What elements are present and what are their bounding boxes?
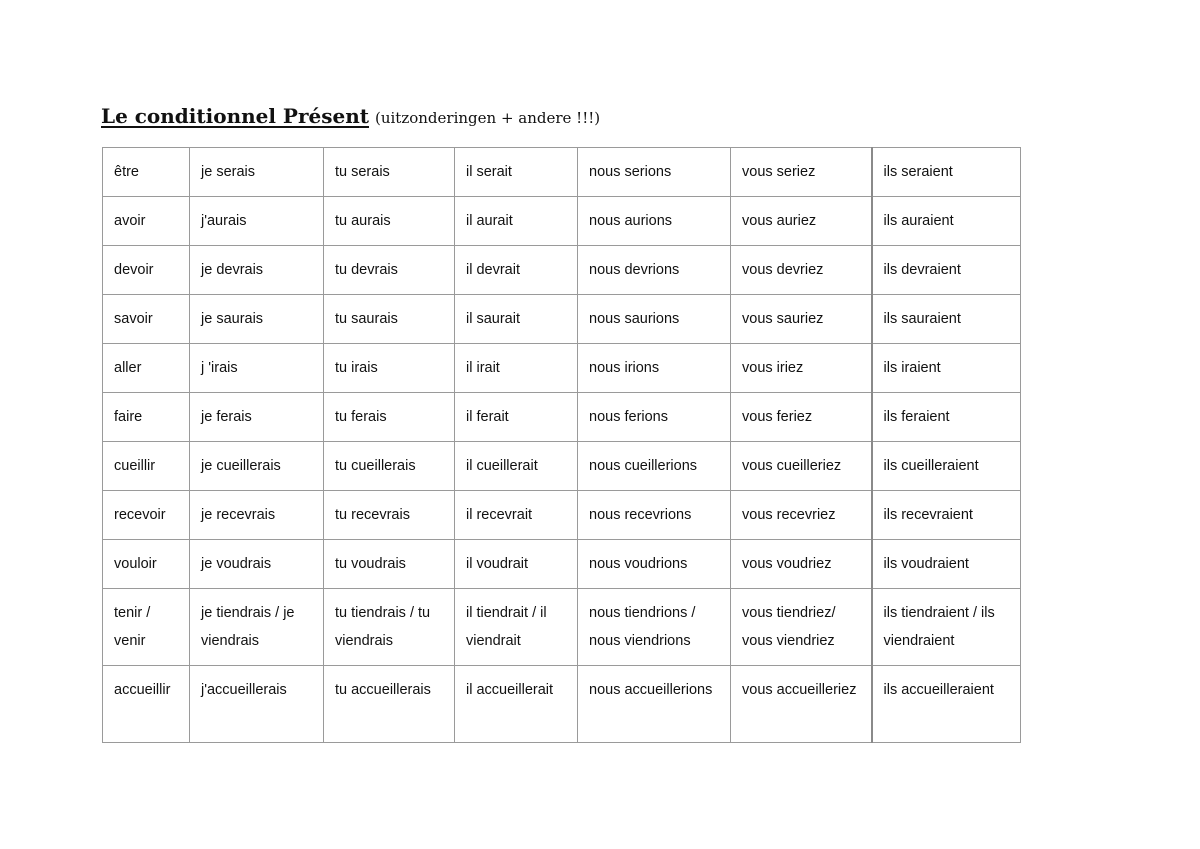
je-cell: j'aurais	[190, 197, 324, 246]
verb-cell: tenir / venir	[103, 589, 190, 666]
ils-cell: ils feraient	[872, 393, 1021, 442]
nous-cell: nous voudrions	[578, 540, 731, 589]
ils-cell: ils auraient	[872, 197, 1021, 246]
il-cell: il aurait	[455, 197, 578, 246]
il-cell: il ferait	[455, 393, 578, 442]
je-cell: je voudrais	[190, 540, 324, 589]
je-cell: je recevrais	[190, 491, 324, 540]
table-row	[103, 295, 1021, 344]
verb-cell: cueillir	[103, 442, 190, 491]
vous-cell: vous sauriez	[731, 295, 872, 344]
tu-cell: tu recevrais	[324, 491, 455, 540]
table-row	[103, 666, 1021, 743]
je-cell: je serais	[190, 148, 324, 197]
je-cell: je tiendrais / je viendrais	[190, 589, 324, 666]
ils-cell: ils recevraient	[872, 491, 1021, 540]
nous-cell: nous serions	[578, 148, 731, 197]
ils-cell: ils accueilleraient	[872, 666, 1021, 743]
conjugation-table	[102, 147, 1021, 743]
verb-cell: devoir	[103, 246, 190, 295]
tu-cell: tu saurais	[324, 295, 455, 344]
je-cell: je devrais	[190, 246, 324, 295]
table-row	[103, 442, 1021, 491]
tu-cell: tu serais	[324, 148, 455, 197]
tu-cell: tu ferais	[324, 393, 455, 442]
vous-cell: vous tiendriez/ vous viendriez	[731, 589, 872, 666]
je-cell: je saurais	[190, 295, 324, 344]
vous-cell: vous iriez	[731, 344, 872, 393]
page-title: Le conditionnel Présent	[101, 104, 369, 128]
tu-cell: tu devrais	[324, 246, 455, 295]
table-row	[103, 197, 1021, 246]
nous-cell: nous aurions	[578, 197, 731, 246]
vous-cell: vous cueilleriez	[731, 442, 872, 491]
ils-cell: ils sauraient	[872, 295, 1021, 344]
nous-cell: nous accueillerions	[578, 666, 731, 743]
nous-cell: nous cueillerions	[578, 442, 731, 491]
je-cell: j'accueillerais	[190, 666, 324, 743]
ils-cell: ils voudraient	[872, 540, 1021, 589]
table-row	[103, 393, 1021, 442]
il-cell: il saurait	[455, 295, 578, 344]
table-row	[103, 148, 1021, 197]
il-cell: il tiendrait / il viendrait	[455, 589, 578, 666]
vous-cell: vous voudriez	[731, 540, 872, 589]
table-row	[103, 540, 1021, 589]
table-row	[103, 589, 1021, 666]
tu-cell: tu tiendrais / tu viendrais	[324, 589, 455, 666]
il-cell: il voudrait	[455, 540, 578, 589]
verb-cell: être	[103, 148, 190, 197]
tu-cell: tu accueillerais	[324, 666, 455, 743]
il-cell: il irait	[455, 344, 578, 393]
vous-cell: vous recevriez	[731, 491, 872, 540]
il-cell: il serait	[455, 148, 578, 197]
nous-cell: nous tiendrions / nous viendrions	[578, 589, 731, 666]
je-cell: j 'irais	[190, 344, 324, 393]
nous-cell: nous saurions	[578, 295, 731, 344]
je-cell: je cueillerais	[190, 442, 324, 491]
il-cell: il devrait	[455, 246, 578, 295]
vous-cell: vous seriez	[731, 148, 872, 197]
il-cell: il recevrait	[455, 491, 578, 540]
il-cell: il accueillerait	[455, 666, 578, 743]
tu-cell: tu aurais	[324, 197, 455, 246]
verb-cell: accueillir	[103, 666, 190, 743]
tu-cell: tu voudrais	[324, 540, 455, 589]
ils-cell: ils seraient	[872, 148, 1021, 197]
je-cell: je ferais	[190, 393, 324, 442]
ils-cell: ils tiendraient / ils viendraient	[872, 589, 1021, 666]
vous-cell: vous accueilleriez	[731, 666, 872, 743]
nous-cell: nous irions	[578, 344, 731, 393]
verb-cell: savoir	[103, 295, 190, 344]
table-row	[103, 246, 1021, 295]
ils-cell: ils devraient	[872, 246, 1021, 295]
il-cell: il cueillerait	[455, 442, 578, 491]
vous-cell: vous auriez	[731, 197, 872, 246]
ils-cell: ils iraient	[872, 344, 1021, 393]
page-heading	[101, 102, 600, 133]
vous-cell: vous devriez	[731, 246, 872, 295]
tu-cell: tu irais	[324, 344, 455, 393]
verb-cell: faire	[103, 393, 190, 442]
verb-cell: vouloir	[103, 540, 190, 589]
ils-cell: ils cueilleraient	[872, 442, 1021, 491]
nous-cell: nous ferions	[578, 393, 731, 442]
table-row	[103, 344, 1021, 393]
page-subtitle: (uitzonderingen + andere !!!)	[375, 109, 601, 127]
nous-cell: nous recevrions	[578, 491, 731, 540]
vous-cell: vous feriez	[731, 393, 872, 442]
tu-cell: tu cueillerais	[324, 442, 455, 491]
table-row	[103, 491, 1021, 540]
verb-cell: recevoir	[103, 491, 190, 540]
verb-cell: aller	[103, 344, 190, 393]
verb-cell: avoir	[103, 197, 190, 246]
nous-cell: nous devrions	[578, 246, 731, 295]
